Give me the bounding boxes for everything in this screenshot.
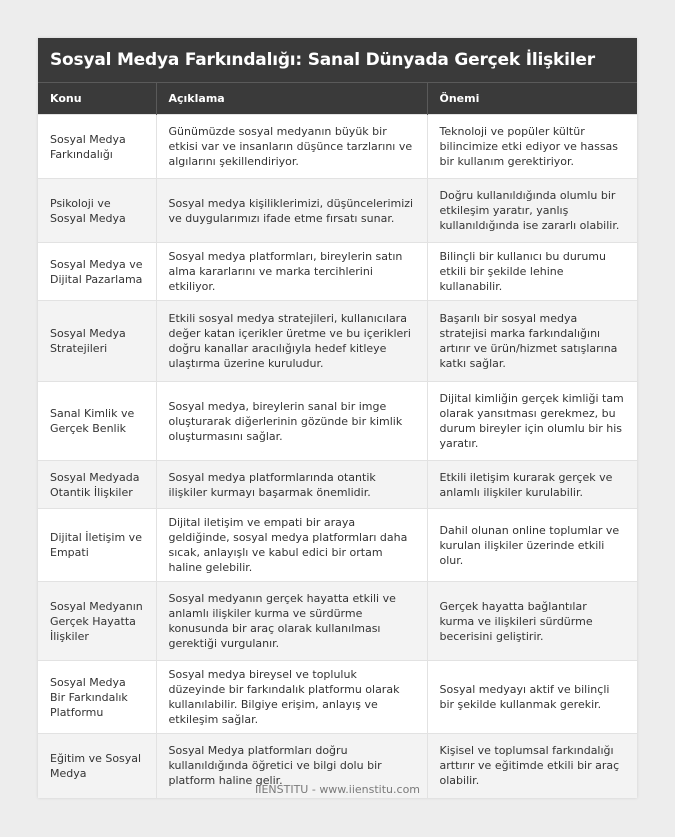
table-row xyxy=(38,301,637,382)
cell-importance: Başarılı bir sosyal medya stratejisi marka farkındalığını artırır ve ürün/hizmet satışlarına katkı sağlar. xyxy=(427,301,637,382)
cell-description: Günümüzde sosyal medyanın büyük bir etkisi var ve insanların düşünce tarzlarını ve algılarını şekillendiriyor. xyxy=(156,115,427,179)
cell-topic: Sanal Kimlik ve Gerçek Benlik xyxy=(38,382,156,461)
table-row xyxy=(38,382,637,461)
cell-importance: Dijital kimliğin gerçek kimliği tam olarak yansıtması gerekmez, bu durum bireyler için olumlu bir his yaratır. xyxy=(427,382,637,461)
cell-description: Dijital iletişim ve empati bir araya geldiğinde, sosyal medya platformları daha sıcak, anlayışlı ve kabul edici bir ortam haline gelebilir. xyxy=(156,509,427,582)
table-row xyxy=(38,115,637,179)
cell-topic: Sosyal Medya Farkındalığı xyxy=(38,115,156,179)
cell-description: Sosyal medyanın gerçek hayatta etkili ve anlamlı ilişkiler kurma ve sürdürme konusunda bir araç olarak kullanılması gerektiği vurgulanır. xyxy=(156,582,427,661)
table-row xyxy=(38,509,637,582)
cell-description: Etkili sosyal medya stratejileri, kullanıcılara değer katan içerikler üretme ve bu içerikleri doğru kanallar aracılığıyla hedef kitleye ulaştırma üzerine kuruludur. xyxy=(156,301,427,382)
cell-importance: Doğru kullanıldığında olumlu bir etkileşim yaratır, yanlış kullanıldığında ise zararlı olabilir. xyxy=(427,179,637,243)
table-body xyxy=(38,115,637,798)
cell-description: Sosyal Medya platformları doğru kullanıldığında öğretici ve bilgi dolu bir platform haline gelir. xyxy=(156,734,427,798)
cell-topic: Sosyal Medya ve Dijital Pazarlama xyxy=(38,243,156,301)
cell-description: Sosyal medya platformları, bireylerin satın alma kararlarını ve marka tercihlerini etkiliyor. xyxy=(156,243,427,301)
cell-description: Sosyal medya kişiliklerimizi, düşüncelerimizi ve duygularımızı ifade etme fırsatı sunar. xyxy=(156,179,427,243)
cell-topic: Sosyal Medyanın Gerçek Hayatta İlişkiler xyxy=(38,582,156,661)
table-row xyxy=(38,179,637,243)
header-onemi: Önemi xyxy=(427,83,637,115)
cell-topic: Sosyal Medya Bir Farkındalık Platformu xyxy=(38,661,156,734)
table-header xyxy=(38,83,637,115)
table-row xyxy=(38,661,637,734)
cell-description: Sosyal medya bireysel ve topluluk düzeyinde bir farkındalık platformu olarak kullanılabilir. Bilgiye erişim, anlayış ve etkileşim sağlar. xyxy=(156,661,427,734)
cell-topic: Psikoloji ve Sosyal Medya xyxy=(38,179,156,243)
table-row xyxy=(38,582,637,661)
cell-topic: Sosyal Medya Stratejileri xyxy=(38,301,156,382)
cell-description: Sosyal medya platformlarında otantik ilişkiler kurmayı başarmak önemlidir. xyxy=(156,461,427,509)
table-card xyxy=(38,38,637,798)
header-konu: Konu xyxy=(38,83,156,115)
cell-topic: Dijital İletişim ve Empati xyxy=(38,509,156,582)
cell-topic: Eğitim ve Sosyal Medya xyxy=(38,734,156,798)
cell-importance: Kişisel ve toplumsal farkındalığı arttırır ve eğitimde etkili bir araç olabilir. xyxy=(427,734,637,798)
cell-importance: Etkili iletişim kurarak gerçek ve anlamlı ilişkiler kurulabilir. xyxy=(427,461,637,509)
cell-description: Sosyal medya, bireylerin sanal bir imge oluşturarak diğerlerinin gözünde bir kimlik oluşturmasını sağlar. xyxy=(156,382,427,461)
cell-importance: Sosyal medyayı aktif ve bilinçli bir şekilde kullanmak gerekir. xyxy=(427,661,637,734)
cell-importance: Bilinçli bir kullanıcı bu durumu etkili bir şekilde lehine kullanabilir. xyxy=(427,243,637,301)
table-row xyxy=(38,243,637,301)
cell-topic: Sosyal Medyada Otantik İlişkiler xyxy=(38,461,156,509)
footer-credit: IIENSTITU - www.iienstitu.com xyxy=(254,783,421,796)
cell-importance: Teknoloji ve popüler kültür bilincimize etki ediyor ve hassas bir kullanım gerektiriyor. xyxy=(427,115,637,179)
header-aciklama: Açıklama xyxy=(156,83,427,115)
page-title: Sosyal Medya Farkındalığı: Sanal Dünyada Gerçek İlişkiler xyxy=(38,38,637,82)
cell-importance: Dahil olunan online toplumlar ve kurulan ilişkiler üzerinde etkili olur. xyxy=(427,509,637,582)
info-table xyxy=(38,82,637,798)
cell-importance: Gerçek hayatta bağlantılar kurma ve ilişkileri sürdürme becerisini geliştirir. xyxy=(427,582,637,661)
table-row xyxy=(38,461,637,509)
header-row xyxy=(38,83,637,115)
